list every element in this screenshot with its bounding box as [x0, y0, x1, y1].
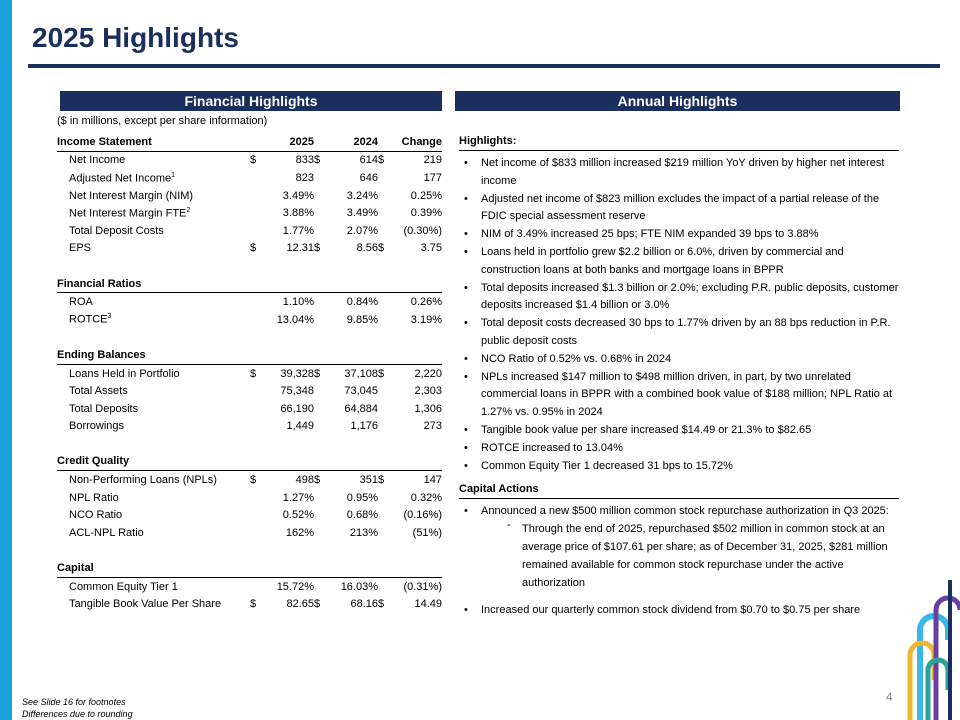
- value-cell: 0.52%: [282, 509, 314, 522]
- currency-symbol: $: [250, 367, 257, 380]
- highlight-item: • Net income of $833 million increased $219 million YoY driven by higher net interest income: [459, 155, 899, 191]
- currency-symbol: [250, 169, 260, 187]
- table-row: [57, 204, 442, 222]
- currency-symbol: [250, 187, 260, 205]
- value-cell: 219: [423, 154, 442, 167]
- currency-symbol: $: [378, 367, 385, 380]
- value-cell: 0.95%: [346, 491, 378, 504]
- row-label: ROA: [69, 296, 93, 309]
- footnote-reference: See Slide 16 for footnotes: [22, 697, 126, 707]
- value-cell: 82.65: [286, 598, 314, 611]
- row-label: Borrowings: [69, 420, 125, 433]
- left-accent-bar: [0, 0, 12, 720]
- page-title: 2025 Highlights: [32, 22, 239, 53]
- capital-actions-heading: Capital Actions: [459, 481, 899, 499]
- table-row: [57, 506, 442, 524]
- currency-symbol: [314, 311, 324, 329]
- value-cell: 1,306: [414, 402, 442, 415]
- capital-action-subitems: [459, 521, 899, 592]
- units-note: ($ in millions, except per share information): [57, 115, 268, 127]
- currency-symbol: [378, 222, 388, 240]
- row-label: NPL Ratio: [69, 491, 119, 504]
- footnote-marker: 3: [107, 313, 112, 321]
- currency-symbol: $: [378, 154, 385, 167]
- row-label: Total Assets: [69, 385, 128, 398]
- value-cell: 64,884: [344, 402, 378, 415]
- ending-balances-header-row: Ending Balances: [57, 346, 442, 364]
- currency-symbol: [250, 382, 260, 400]
- table-row: [57, 364, 442, 382]
- highlights-list: [459, 155, 899, 475]
- value-cell: 37,108: [344, 367, 378, 380]
- financial-table: [57, 133, 442, 613]
- currency-symbol: [250, 418, 260, 436]
- financial-highlights-header: Financial Highlights: [60, 91, 442, 111]
- value-cell: 833: [295, 154, 314, 167]
- value-cell: 614: [359, 154, 378, 167]
- highlight-item: • NPLs increased $147 million to $498 million driven, in part, by two unrelated commercial loans in BPPR with a combined book value of $188 million; NPL Ratio at 1.27% vs. 0.95% in 2024: [459, 369, 899, 422]
- highlight-item: • Adjusted net income of $823 million excludes the impact of a partial release of the FDIC special assessment reserve: [459, 191, 899, 227]
- credit-quality-header-row: Credit Quality: [57, 453, 442, 471]
- value-cell: 823: [295, 171, 314, 184]
- table-row: [57, 400, 442, 418]
- row-label: ROTCE: [69, 314, 108, 327]
- highlights-heading: Highlights:: [459, 133, 899, 151]
- currency-symbol: [250, 222, 260, 240]
- value-cell: 39,328: [280, 367, 314, 380]
- value-cell: 13.04%: [276, 313, 314, 326]
- value-cell: (0.16%): [403, 509, 442, 522]
- table-row: [57, 293, 442, 311]
- value-cell: 1,449: [286, 420, 314, 433]
- currency-symbol: [250, 506, 260, 524]
- row-label: NCO Ratio: [69, 509, 123, 522]
- currency-symbol: [378, 506, 388, 524]
- currency-symbol: [250, 311, 260, 329]
- row-label: Net Interest Margin (NIM): [69, 189, 194, 202]
- row-label: Total Deposits: [69, 402, 139, 415]
- currency-symbol: $: [378, 242, 385, 255]
- table-row: [57, 187, 442, 205]
- value-cell: 213%: [349, 526, 378, 539]
- currency-symbol: [314, 382, 324, 400]
- currency-symbol: [378, 311, 388, 329]
- value-cell: 0.68%: [346, 509, 378, 522]
- row-label: Net Income: [69, 154, 126, 167]
- currency-symbol: [314, 524, 324, 542]
- highlight-item: • Common Equity Tier 1 decreased 31 bps to 15.72%: [459, 458, 899, 476]
- income-statement-header-row: Income Statement 2025 2024 Change: [57, 133, 442, 151]
- value-cell: (0.30%): [403, 224, 442, 237]
- table-row: [57, 595, 442, 613]
- table-row: [57, 311, 442, 329]
- value-cell: 68.16: [350, 598, 378, 611]
- value-cell: 273: [423, 420, 442, 433]
- row-label: Net Interest Margin FTE: [69, 207, 187, 220]
- value-cell: 1.10%: [282, 296, 314, 309]
- table-row: [57, 577, 442, 595]
- currency-symbol: [314, 293, 324, 311]
- value-cell: 3.24%: [346, 189, 378, 202]
- value-cell: 12.31: [286, 242, 314, 255]
- value-cell: 3.49%: [282, 189, 314, 202]
- value-cell: 0.25%: [410, 189, 442, 202]
- highlight-item: • NCO Ratio of 0.52% vs. 0.68% in 2024: [459, 351, 899, 369]
- capital-actions-list: [459, 503, 899, 521]
- currency-symbol: [314, 222, 324, 240]
- currency-symbol: $: [250, 598, 257, 611]
- currency-symbol: [378, 400, 388, 418]
- value-cell: 162%: [285, 526, 314, 539]
- footnote-marker: 1: [171, 171, 176, 179]
- row-label: Tangible Book Value Per Share: [69, 598, 222, 611]
- currency-symbol: [314, 489, 324, 507]
- currency-symbol: [250, 204, 260, 222]
- value-cell: 8.56: [356, 242, 378, 255]
- value-cell: 1,176: [350, 420, 378, 433]
- currency-symbol: [250, 577, 260, 595]
- currency-symbol: [378, 204, 388, 222]
- value-cell: 0.84%: [346, 296, 378, 309]
- footnote-marker: 2: [186, 206, 191, 214]
- spacer-row: [57, 435, 442, 453]
- currency-symbol: [250, 400, 260, 418]
- value-cell: 1.77%: [282, 224, 314, 237]
- highlight-item: • NIM of 3.49% increased 25 bps; FTE NIM expanded 39 bps to 3.88%: [459, 226, 899, 244]
- currency-symbol: $: [314, 474, 321, 487]
- currency-symbol: [378, 169, 388, 187]
- currency-symbol: [314, 187, 324, 205]
- capital-action-item: • Announced a new $500 million common stock repurchase authorization in Q3 2025:: [459, 503, 899, 521]
- table-row: [57, 222, 442, 240]
- highlight-item: • Loans held in portfolio grew $2.2 billion or 6.0%, driven by commercial and construction loans at both banks and mortgage loans in BPPR: [459, 244, 899, 280]
- decorative-logo-graphic: [900, 560, 960, 720]
- currency-symbol: $: [250, 242, 257, 255]
- value-cell: 3.49%: [346, 207, 378, 220]
- currency-symbol: [250, 524, 260, 542]
- table-row: [57, 489, 442, 507]
- value-cell: 73,045: [344, 385, 378, 398]
- value-cell: 2,303: [414, 385, 442, 398]
- dividend-item: • Increased our quarterly common stock dividend from $0.70 to $0.75 per share: [459, 602, 899, 620]
- value-cell: 0.26%: [410, 296, 442, 309]
- currency-symbol: [378, 489, 388, 507]
- value-cell: 75,348: [280, 385, 314, 398]
- currency-symbol: $: [250, 474, 257, 487]
- currency-symbol: [378, 293, 388, 311]
- table-row: [57, 240, 442, 258]
- currency-symbol: [378, 524, 388, 542]
- capital-header-row: Capital: [57, 559, 442, 577]
- row-label: Loans Held in Portfolio: [69, 367, 180, 380]
- value-cell: 646: [359, 171, 378, 184]
- value-cell: 351: [359, 474, 378, 487]
- annual-highlights-header: Annual Highlights: [455, 91, 900, 111]
- currency-symbol: [314, 418, 324, 436]
- currency-symbol: $: [314, 242, 321, 255]
- annual-highlights-panel: [459, 133, 899, 620]
- currency-symbol: [378, 382, 388, 400]
- spacer-row: [57, 257, 442, 275]
- row-label: EPS: [69, 242, 92, 255]
- currency-symbol: $: [314, 367, 321, 380]
- value-cell: 2.07%: [346, 224, 378, 237]
- spacer-row: [57, 542, 442, 560]
- rounding-note: Differences due to rounding: [22, 709, 133, 719]
- table-row: [57, 382, 442, 400]
- currency-symbol: $: [378, 474, 385, 487]
- currency-symbol: [250, 293, 260, 311]
- value-cell: 498: [295, 474, 314, 487]
- title-divider: [28, 64, 940, 68]
- highlight-item: • Total deposits increased $1.3 billion or 2.0%; excluding P.R. public deposits, customer deposits increased $1.4 billion or 3.0%: [459, 280, 899, 316]
- row-label: Total Deposit Costs: [69, 224, 164, 237]
- value-cell: 147: [423, 474, 442, 487]
- currency-symbol: [250, 489, 260, 507]
- table-row: [57, 169, 442, 187]
- value-cell: 3.88%: [282, 207, 314, 220]
- value-cell: 3.19%: [410, 313, 442, 326]
- dividend-list: [459, 602, 899, 620]
- capital-action-subitem: ‐ Through the end of 2025, repurchased $502 million in common stock at an average price of $107.61 per share; as of December 31, 2025, $281 million remained available for common stock repurchase under the active authorization: [500, 521, 899, 592]
- table-row: [57, 418, 442, 436]
- currency-symbol: [314, 204, 324, 222]
- value-cell: 15.72%: [276, 580, 314, 593]
- currency-symbol: [314, 506, 324, 524]
- highlight-item: • Total deposit costs decreased 30 bps to 1.77% driven by an 88 bps reduction in P.R. public deposit costs: [459, 315, 899, 351]
- row-label: Non-Performing Loans (NPLs): [69, 474, 217, 487]
- value-cell: 16.03%: [340, 580, 378, 593]
- table-row: [57, 524, 442, 542]
- value-cell: (51%): [412, 526, 442, 539]
- highlight-item: • ROTCE increased to 13.04%: [459, 440, 899, 458]
- row-label: ACL-NPL Ratio: [69, 526, 144, 539]
- value-cell: 14.49: [414, 598, 442, 611]
- currency-symbol: [378, 577, 388, 595]
- value-cell: 3.75: [420, 242, 442, 255]
- currency-symbol: $: [314, 154, 321, 167]
- value-cell: 2,220: [414, 367, 442, 380]
- row-label: Adjusted Net Income: [69, 172, 172, 185]
- currency-symbol: [314, 169, 324, 187]
- value-cell: 0.39%: [410, 207, 442, 220]
- currency-symbol: $: [378, 598, 385, 611]
- value-cell: 1.27%: [282, 491, 314, 504]
- value-cell: (0.31%): [403, 580, 442, 593]
- value-cell: 66,190: [280, 402, 314, 415]
- value-cell: 9.85%: [346, 313, 378, 326]
- value-cell: 0.32%: [410, 491, 442, 504]
- currency-symbol: [314, 400, 324, 418]
- currency-symbol: [378, 187, 388, 205]
- page-number: 4: [886, 690, 893, 704]
- row-label: Common Equity Tier 1: [69, 580, 178, 593]
- spacer-row: [57, 329, 442, 347]
- highlight-item: • Tangible book value per share increased $14.49 or 21.3% to $82.65: [459, 422, 899, 440]
- value-cell: 177: [423, 171, 442, 184]
- table-row: [57, 151, 442, 169]
- currency-symbol: $: [250, 154, 257, 167]
- currency-symbol: $: [314, 598, 321, 611]
- financial-ratios-header-row: Financial Ratios: [57, 275, 442, 293]
- currency-symbol: [378, 418, 388, 436]
- table-row: [57, 471, 442, 489]
- currency-symbol: [314, 577, 324, 595]
